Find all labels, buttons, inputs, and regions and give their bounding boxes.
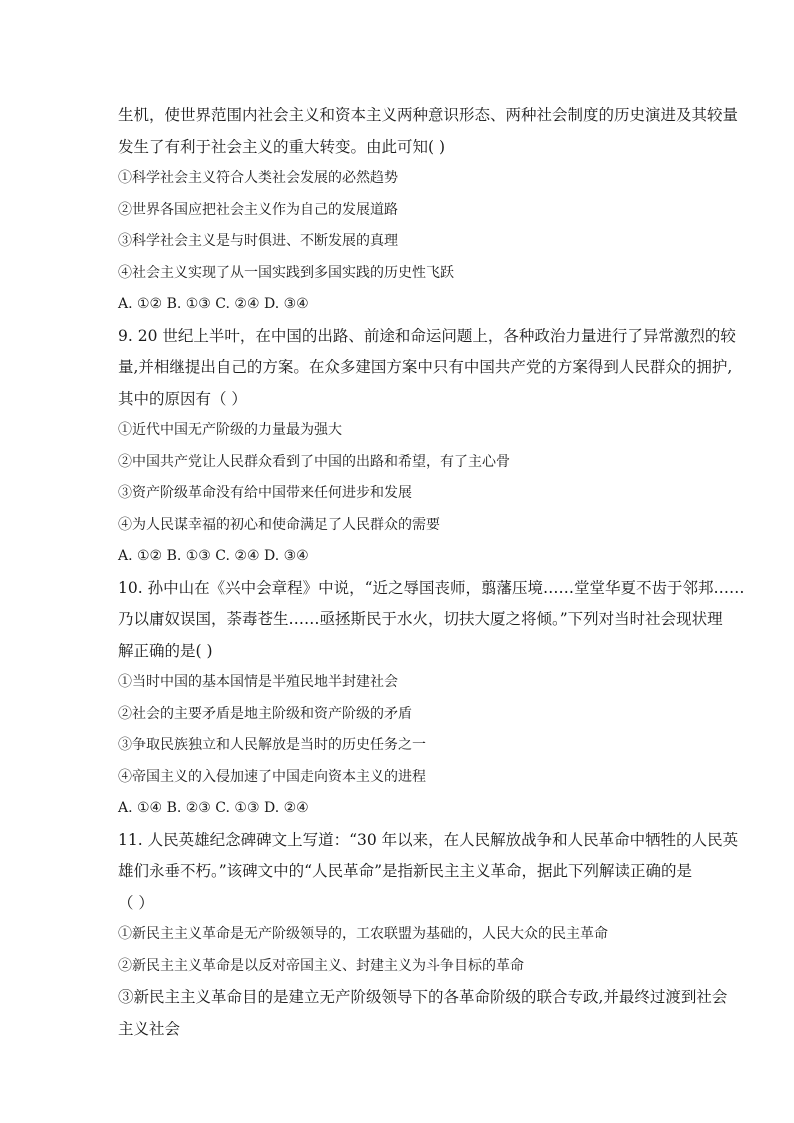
question-text-line: 主义社会 <box>118 1019 181 1038</box>
option-statement: ③科学社会主义是与时俱进、不断发展的真理 <box>118 233 398 249</box>
answer-choices: A. ①② B. ①③ C. ②④ D. ③④ <box>118 296 309 312</box>
option-statement: ①近代中国无产阶级的力量最为强大 <box>118 422 342 438</box>
option-statement: ③争取民族独立和人民解放是当时的历史任务之一 <box>118 737 426 753</box>
option-statement: ④帝国主义的入侵加速了中国走向资本主义的进程 <box>118 768 426 785</box>
question-text-line: 11. 人民英雄纪念碑碑文上写道：“30 年以来，在人民解放战争和人民革命中牺牲的人民英 <box>118 830 739 849</box>
answer-choices: A. ①④ B. ②③ C. ①③ D. ②④ <box>118 800 309 816</box>
question-text-line: 10. 孙中山在《兴中会章程》中说，“近之辱国丧师，翦藩压境……堂堂华夏不齿于邻邦…… <box>118 578 745 597</box>
option-statement: ②新民主主义革命是以反对帝国主义、封建主义为斗争目标的革命 <box>118 957 524 974</box>
question-text-line: （ ） <box>118 893 154 912</box>
question-text-line: 发生了有利于社会主义的重大转变。由此可知( ) <box>118 137 446 156</box>
question-text-line: 解正确的是( ) <box>118 641 213 660</box>
option-statement: ①新民主主义革命是无产阶级领导的，工农联盟为基础的，人民大众的民主革命 <box>118 926 608 942</box>
option-statement: ④为人民谋幸福的初心和使命满足了人民群众的需要 <box>118 516 440 533</box>
question-text-line: ③新民主主义革命目的是建立无产阶级领导下的各革命阶级的联合专政,并最终过渡到社会 <box>118 988 728 1006</box>
option-statement: ①当时中国的基本国情是半殖民地半封建社会 <box>118 674 398 690</box>
question-text-line: 雄们永垂不朽。”该碑文中的“人民革命”是指新民主主义革命，据此下列解读正确的是 <box>118 862 693 880</box>
option-statement: ②中国共产党让人民群众看到了中国的出路和希望，有了主心骨 <box>118 453 510 470</box>
option-statement: ②社会的主要矛盾是地主阶级和资产阶级的矛盾 <box>118 705 412 722</box>
option-statement: ②世界各国应把社会主义作为自己的发展道路 <box>118 201 398 218</box>
answer-choices: A. ①② B. ①③ C. ②④ D. ③④ <box>118 548 309 564</box>
question-text-line: 生机，使世界范围内社会主义和资本主义两种意识形态、两种社会制度的历史演进及其较量 <box>118 106 739 124</box>
question-text-line: 其中的原因有（ ） <box>118 389 247 408</box>
question-text-line: 乃以庸奴误国，荼毒苍生……亟拯斯民于水火，切扶大厦之将倾。”下列对当时社会现状理 <box>118 610 723 628</box>
option-statement: ④社会主义实现了从一国实践到多国实践的历史性飞跃 <box>118 264 454 281</box>
option-statement: ③资产阶级革命没有给中国带来任何进步和发展 <box>118 485 412 501</box>
question-text-line: 9. 20 世纪上半叶，在中国的出路、前途和命运问题上，各种政治力量进行了异常激烈的较 <box>118 326 736 345</box>
option-statement: ①科学社会主义符合人类社会发展的必然趋势 <box>118 170 398 186</box>
question-content <box>118 100 745 1045</box>
question-text-line: 量,并相继提出自己的方案。在众多建国方案中只有中国共产党的方案得到人民群众的拥护, <box>118 358 733 376</box>
